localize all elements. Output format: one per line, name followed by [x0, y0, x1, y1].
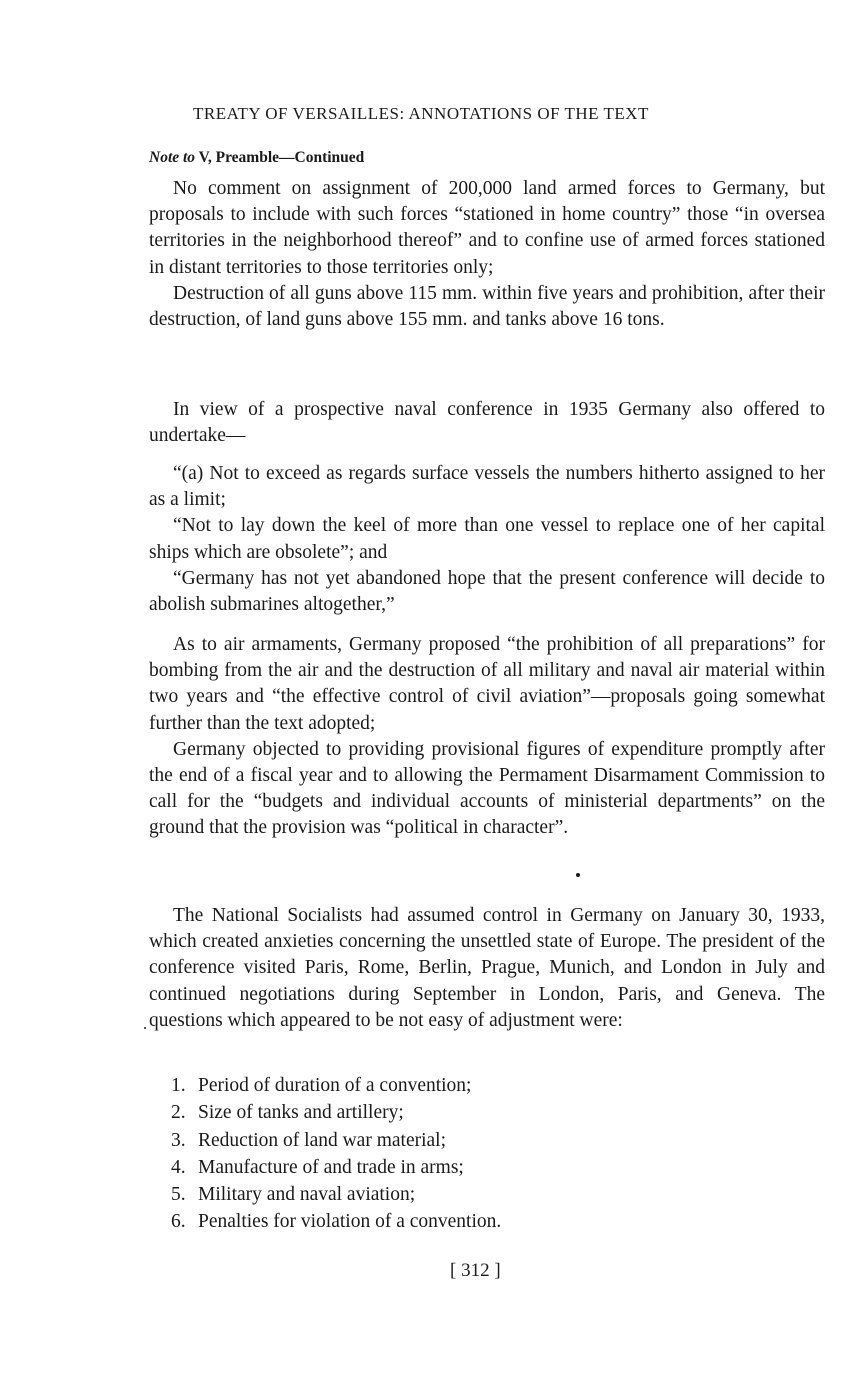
list-item-text: Manufacture of and trade in arms; — [198, 1156, 464, 1178]
list-item-number: 6. — [171, 1211, 186, 1233]
list-item-number: 2. — [171, 1102, 186, 1124]
paragraph-air-armaments: As to air armaments, Germany proposed “the prohibition of all preparations” for bombing from the air and the destruction of all military and naval air material within two years and “the effective control of civil aviation”—proposals going somewhat further than the text adopted; — [149, 634, 825, 734]
paragraph-expenditure: Germany objected to providing provisional figures of expenditure promptly after the end of a fiscal year and to allowing the Permament Disarmament Commission to call for the “budgets and individual accounts of ministerial departments” on the ground that the provision was “political in character”. — [149, 738, 825, 839]
paragraph-capital-ships: “Not to lay down the keel of more than one vessel to replace one of her capital ships which are obsolete”; and — [149, 515, 825, 563]
list-item — [171, 1208, 501, 1235]
page-number: [ 312 ] — [450, 1260, 501, 1281]
margin-speck — [144, 1027, 146, 1029]
list-item — [171, 1072, 501, 1099]
paragraph-guns-tanks: Destruction of all guns above 115 mm. within five years and prohibition, after their destruction, of land guns above 155 mm. and tanks above 16 tons. — [149, 282, 825, 331]
ink-speck — [576, 873, 580, 877]
paragraph-national-socialists: The National Socialists had assumed control in Germany on January 30, 1933, which created anxieties concerning the unsettled state of Europe. The president of the conference visited Paris, Rome, Berlin, Prague, Munich, and London in July and continued negotiations during September in London, Paris, and Geneva. The questions which appeared to be not easy of adjustment were: — [149, 905, 825, 1031]
list-item-text: Size of tanks and artillery; — [198, 1102, 404, 1124]
section-naval-quotes — [149, 461, 825, 618]
section-air-budget — [149, 632, 825, 842]
list-item-text: Penalties for violation of a convention. — [198, 1211, 502, 1233]
list-item-number: 3. — [171, 1129, 186, 1151]
section-national-socialists — [149, 903, 825, 1034]
list-item-number: 4. — [171, 1156, 186, 1178]
list-item-number: 1. — [171, 1075, 186, 1096]
paragraph-submarines: “Germany has not yet abandoned hope that the present conference will decide to abolish submarines altogether,” — [149, 567, 825, 616]
list-item — [171, 1181, 501, 1208]
list-item — [171, 1154, 501, 1181]
note-to-label: Note to — [149, 149, 196, 166]
note-heading — [149, 149, 364, 167]
section-naval-intro — [149, 397, 825, 449]
paragraph-land-forces: No comment on assignment of 200,000 land armed forces to Germany, but proposals to include with such forces “stationed in home country” those “in oversea territories in the neighborhood thereof” and to confine use of armed forces stationed in distant territories to those territories only; — [149, 178, 825, 278]
list-item — [171, 1127, 501, 1154]
list-item-text: Period of duration of a convention; — [198, 1075, 472, 1096]
note-section-label: V, Preamble—Continued — [195, 149, 365, 166]
list-item — [171, 1099, 501, 1126]
list-item-text: Reduction of land war material; — [198, 1129, 446, 1151]
adjustment-questions-list — [171, 1072, 501, 1236]
list-item-text: Military and naval aviation; — [198, 1184, 416, 1206]
section-ground-forces — [149, 176, 825, 333]
running-head: TREATY OF VERSAILLES: ANNOTATIONS OF THE TEXT — [193, 104, 649, 123]
list-item-number: 5. — [171, 1184, 186, 1206]
paragraph-surface-vessels: “(a) Not to exceed as regards surface vessels the numbers hitherto assigned to her as a limit; — [149, 463, 825, 511]
paragraph-naval-conference: In view of a prospective naval conference in 1935 Germany also offered to undertake— — [149, 399, 825, 447]
